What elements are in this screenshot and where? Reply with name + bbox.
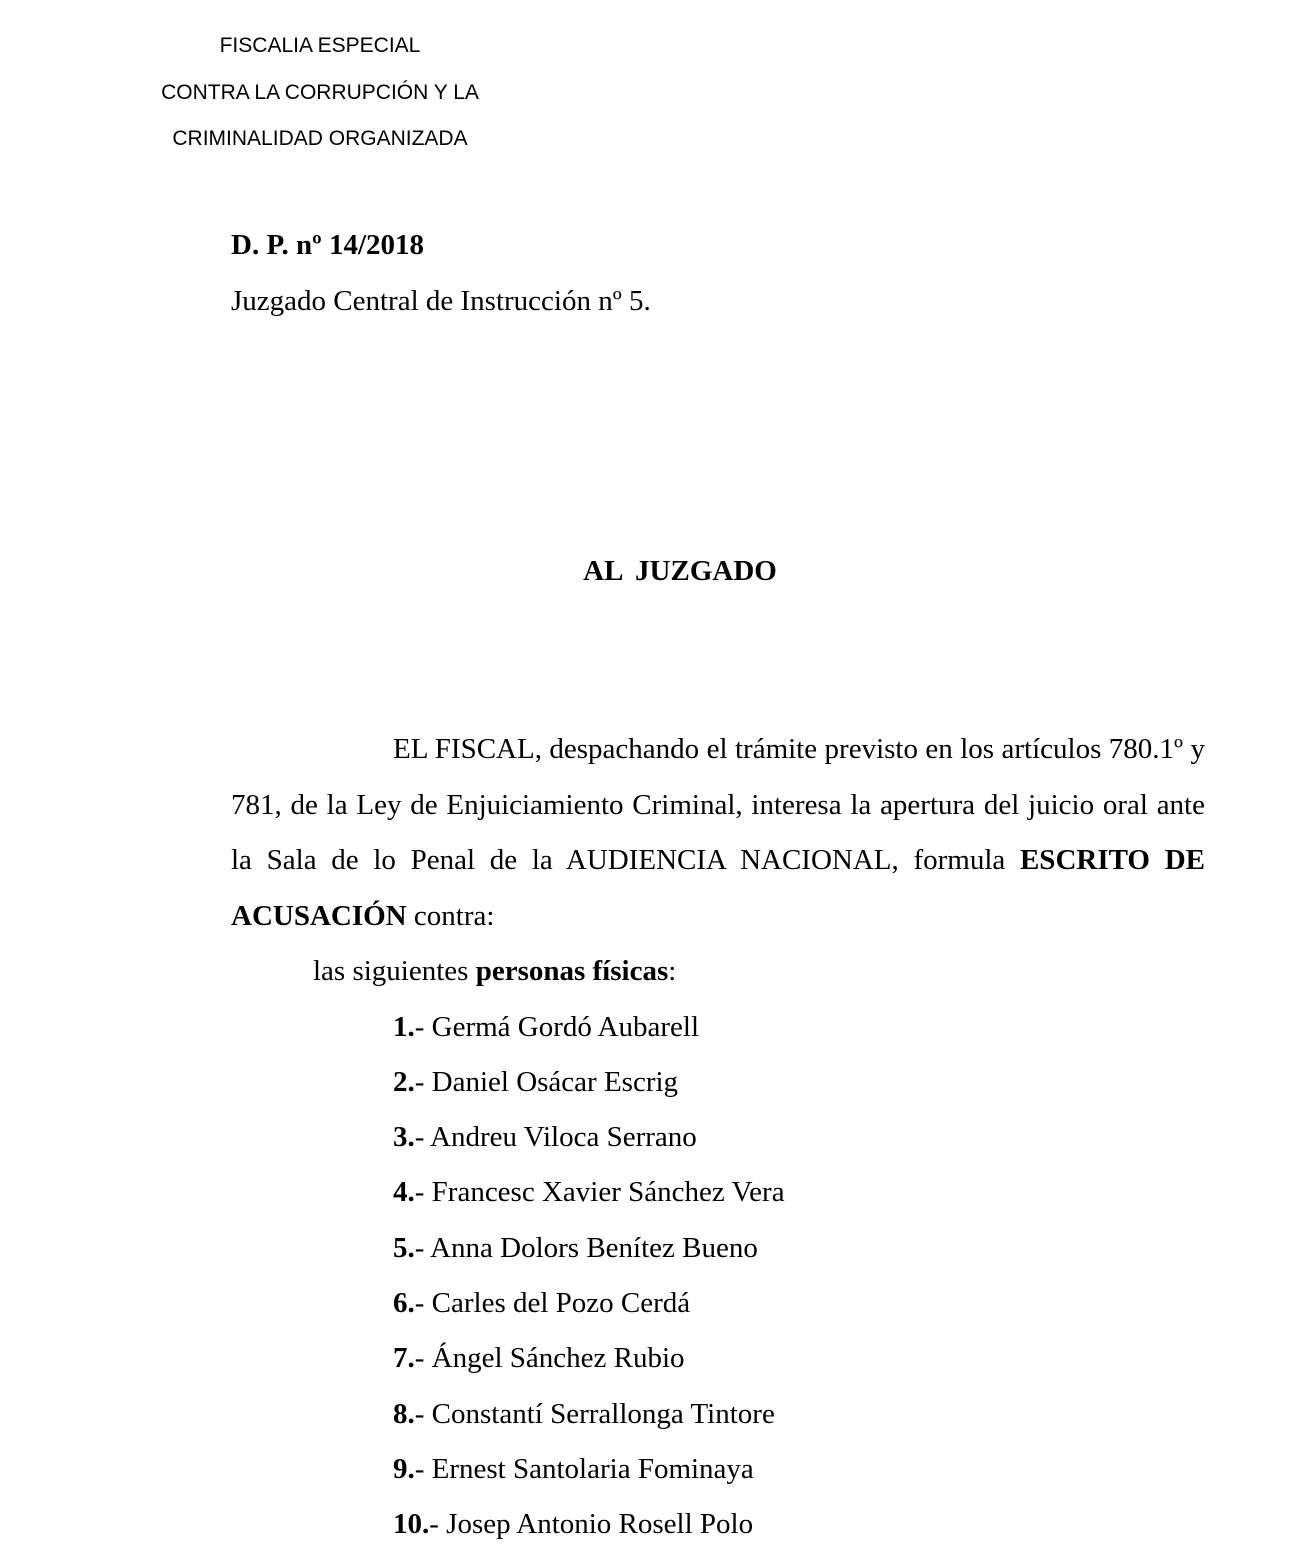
item-name: - Francesc Xavier Sánchez Vera xyxy=(414,1176,785,1209)
item-number: 1. xyxy=(393,1010,415,1043)
list-item xyxy=(393,1165,1205,1220)
header-line-1: FISCALIA ESPECIAL xyxy=(219,34,421,57)
item-number: 2. xyxy=(393,1065,415,1098)
item-number: 3. xyxy=(393,1121,415,1154)
item-name: - Ernest Santolaria Fominaya xyxy=(414,1452,754,1485)
item-name: - Andreu Viloca Serrano xyxy=(414,1121,697,1154)
paragraph-text: EL FISCAL, despachando el trámite previsto en los artículos 780.1º y 781, de la Ley de Enjuiciamiento Criminal, interesa la apertura del juicio oral ante la Sala de lo Penal de la AUDIENCIA NACIONAL, formula xyxy=(231,733,1205,876)
intro-suffix: : xyxy=(668,955,677,987)
list-item xyxy=(393,1276,1205,1331)
item-number: 7. xyxy=(393,1342,415,1375)
item-name: - Germá Gordó Aubarell xyxy=(414,1010,700,1043)
item-name: - Carles del Pozo Cerdá xyxy=(414,1286,691,1319)
item-name: - Ángel Sánchez Rubio xyxy=(414,1342,685,1375)
list-item xyxy=(393,1055,1205,1110)
item-name: - Daniel Osácar Escrig xyxy=(414,1065,679,1098)
case-reference xyxy=(231,225,651,337)
item-number: 4. xyxy=(393,1176,415,1209)
item-number: 10. xyxy=(393,1508,430,1541)
document-body xyxy=(231,722,1205,1552)
intro-emphasis: personas físicas xyxy=(475,955,669,987)
document-title: AL JUZGADO xyxy=(583,555,777,587)
paragraph-ending: contra: xyxy=(406,899,495,932)
item-number: 6. xyxy=(393,1286,415,1319)
list-item xyxy=(393,1331,1205,1386)
persons-intro xyxy=(231,944,1205,1000)
list-item xyxy=(393,1221,1205,1276)
list-item xyxy=(393,1110,1205,1165)
list-item xyxy=(393,1387,1205,1442)
opening-paragraph xyxy=(231,722,1205,944)
court-name: Juzgado Central de Instrucción nº 5. xyxy=(231,285,651,317)
list-item xyxy=(393,1497,1205,1552)
item-name: - Constantí Serrallonga Tintore xyxy=(414,1397,775,1430)
list-item xyxy=(393,1000,1205,1055)
item-number: 5. xyxy=(393,1231,415,1264)
header-line-2: CONTRA LA CORRUPCIÓN Y LA xyxy=(161,80,479,104)
item-number: 9. xyxy=(393,1452,415,1485)
item-number: 8. xyxy=(393,1397,415,1430)
item-name: - Anna Dolors Benítez Bueno xyxy=(414,1231,758,1264)
header-line-3: CRIMINALIDAD ORGANIZADA xyxy=(172,127,468,150)
persons-list xyxy=(231,1000,1205,1553)
intro-prefix: las siguientes xyxy=(313,955,476,987)
case-number: D. P. nº 14/2018 xyxy=(231,229,425,261)
office-header xyxy=(120,30,520,170)
item-name: - Josep Antonio Rosell Polo xyxy=(429,1508,754,1541)
list-item xyxy=(393,1442,1205,1497)
paragraph-emphasis: ESCRITO DE ACUSACIÓN xyxy=(231,844,1205,932)
